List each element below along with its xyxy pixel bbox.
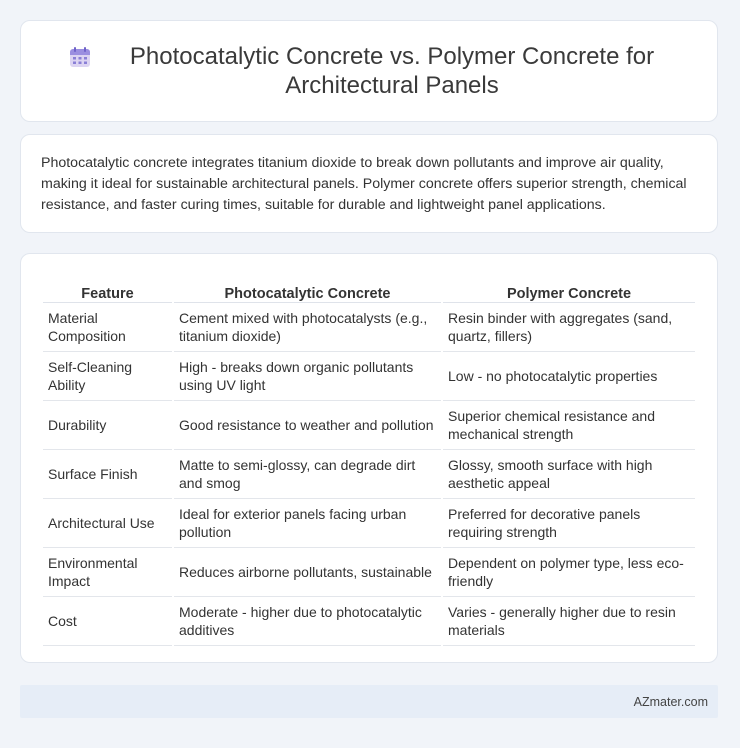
photocatalytic-cell: Matte to semi-glossy, can degrade dirt and smog — [174, 450, 441, 499]
feature-cell: Material Composition — [43, 303, 172, 352]
table-row — [43, 597, 695, 646]
polymer-cell: Preferred for decorative panels requiring strength — [443, 499, 695, 548]
calendar-icon — [69, 46, 91, 68]
feature-cell: Architectural Use — [43, 499, 172, 548]
intro-text: Photocatalytic concrete integrates titanium dioxide to break down pollutants and improve air quality, making it ideal for sustainable architectural panels. Polymer concrete offers superior strength, chemical resistance, and faster curing times, suitable for durable and lightweight panel applications. — [41, 155, 687, 213]
photocatalytic-cell: Ideal for exterior panels facing urban pollution — [174, 499, 441, 548]
header-photocatalytic: Photocatalytic Concrete — [174, 272, 441, 303]
comparison-table — [41, 272, 697, 646]
polymer-cell: Low - no photocatalytic properties — [443, 352, 695, 401]
photocatalytic-cell: High - breaks down organic pollutants using UV light — [174, 352, 441, 401]
table-row — [43, 499, 695, 548]
polymer-cell: Resin binder with aggregates (sand, quartz, fillers) — [443, 303, 695, 352]
polymer-cell: Dependent on polymer type, less eco-friendly — [443, 548, 695, 597]
feature-cell: Self-Cleaning Ability — [43, 352, 172, 401]
polymer-cell: Glossy, smooth surface with high aesthetic appeal — [443, 450, 695, 499]
table-header-row — [43, 272, 695, 303]
intro-card — [20, 134, 718, 233]
page-title: Photocatalytic Concrete vs. Polymer Concrete for Architectural Panels — [129, 43, 655, 99]
table-row — [43, 303, 695, 352]
header-feature: Feature — [43, 272, 172, 303]
photocatalytic-cell: Cement mixed with photocatalysts (e.g., titanium dioxide) — [174, 303, 441, 352]
header-polymer: Polymer Concrete — [443, 272, 695, 303]
feature-cell: Environmental Impact — [43, 548, 172, 597]
footer-bar — [20, 685, 718, 718]
table-row — [43, 450, 695, 499]
footer-brand: AZmater.com — [633, 694, 708, 709]
title-card — [20, 20, 718, 122]
table-row — [43, 548, 695, 597]
photocatalytic-cell: Moderate - higher due to photocatalytic additives — [174, 597, 441, 646]
photocatalytic-cell: Reduces airborne pollutants, sustainable — [174, 548, 441, 597]
feature-cell: Durability — [43, 401, 172, 450]
feature-cell: Surface Finish — [43, 450, 172, 499]
feature-cell: Cost — [43, 597, 172, 646]
table-row — [43, 352, 695, 401]
polymer-cell: Varies - generally higher due to resin materials — [443, 597, 695, 646]
comparison-card — [20, 253, 718, 663]
photocatalytic-cell: Good resistance to weather and pollution — [174, 401, 441, 450]
polymer-cell: Superior chemical resistance and mechanical strength — [443, 401, 695, 450]
table-row — [43, 401, 695, 450]
